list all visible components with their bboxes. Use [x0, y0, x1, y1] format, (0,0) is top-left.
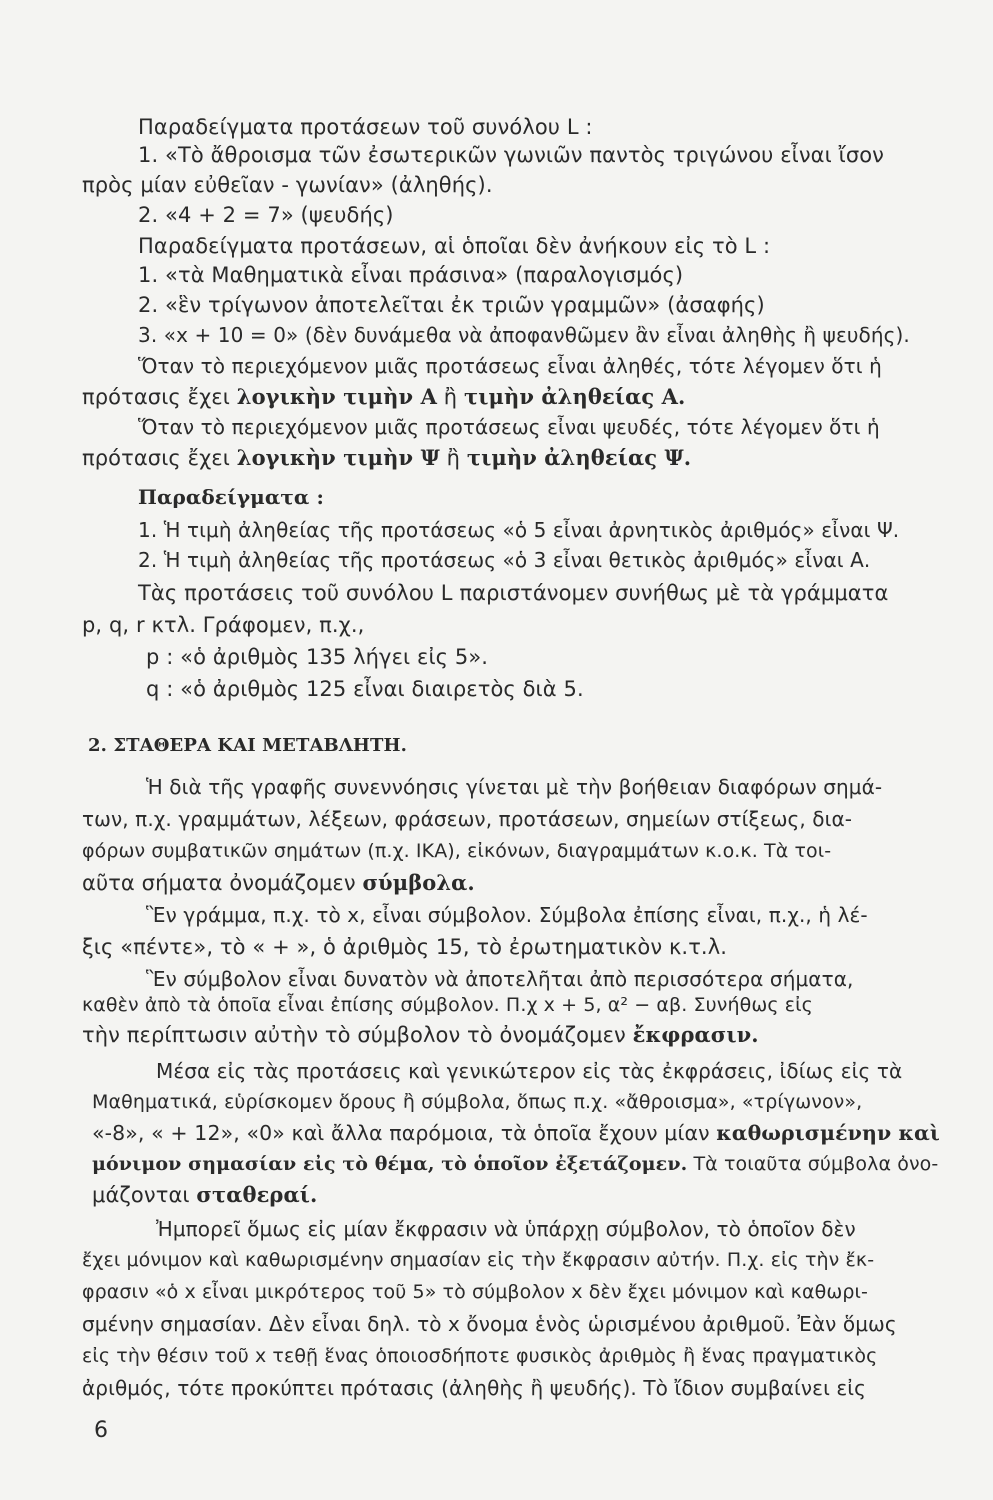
bold-term: τιμὴν ἀληθείας Ψ. [466, 445, 692, 470]
text-line: 2. «ἓν τρίγωνον ἀποτελεῖται ἐκ τριῶν γραμμῶν» (ἀσαφής) [138, 293, 765, 317]
text-line: Παραδείγματα προτάσεων, αἱ ὁποῖαι δὲν ἀνήκουν εἰς τὸ L : [138, 234, 771, 258]
bold-term: σταθεραί. [196, 1182, 318, 1207]
text-line: 1. Ἡ τιμὴ ἀληθείας τῆς προτάσεως «ὁ 5 εἶναι ἀρνητικὸς ἀριθμός» εἶναι Ψ. [138, 518, 900, 542]
text-line: σμένην σημασίαν. Δὲν εἶναι δηλ. τὸ x ὄνομα ἑνὸς ὡρισμένου ἀριθμοῦ. Ἐὰν ὅμως [82, 1312, 897, 1336]
text-line: Ὅταν τὸ περιεχόμενον μιᾶς προτάσεως εἶναι ψευδές, τότε λέγομεν ὅτι ἡ [138, 415, 880, 439]
text-line: Ὅταν τὸ περιεχόμενον μιᾶς προτάσεως εἶναι ἀληθές, τότε λέγομεν ὅτι ἡ [138, 354, 882, 378]
text-line: φόρων συμβατικῶν σημάτων (π.χ. ΙΚΑ), εἰκόνων, διαγραμμάτων κ.ο.κ. Τὰ τοι- [82, 840, 832, 862]
text-line: Μέσα εἰς τὰς προτάσεις καὶ γενικώτερον εἰς τὰς ἐκφράσεις, ἰδίως εἰς τὰ [156, 1059, 903, 1083]
text-line: 2. «4 + 2 = 7» (ψευδής) [138, 203, 394, 227]
bold-term: καθωρισμένην καὶ [716, 1121, 940, 1145]
text-line: Τὰς προτάσεις τοῦ συνόλου L παριστάνομεν συνήθως μὲ τὰ γράμματα [138, 581, 889, 605]
text-line: 1. «Τὸ ἄθροισμα τῶν ἐσωτερικῶν γωνιῶν παντὸς τριγώνου εἶναι ἴσον [138, 143, 885, 167]
text-line [92, 1182, 317, 1208]
text-span: μάζονται [92, 1183, 190, 1207]
text-span: ἢ [446, 446, 461, 470]
bold-term: λογικὴν τιμὴν Ψ [236, 445, 440, 470]
text-line: Παραδείγματα προτάσεων τοῦ συνόλου L : [138, 115, 593, 139]
text-line [92, 1151, 938, 1177]
examples-heading: Παραδείγματα : [138, 485, 324, 509]
text-line: 2. Ἡ τιμὴ ἀληθείας τῆς προτάσεως «ὁ 3 εἶναι θετικὸς ἀριθμός» εἶναι Α. [138, 548, 871, 572]
text-span: αῦτα σήματα ὀνομάζομεν [82, 871, 356, 895]
bold-term: ἔκφρασιν. [632, 1022, 759, 1047]
text-line: Ἓν σύμβολον εἶναι δυνατὸν νὰ ἀποτελῆται ἀπὸ περισσότερα σήματα, [146, 967, 854, 991]
text-line: Ἠμπορεῖ ὅμως εἰς μίαν ἔκφρασιν νὰ ὑπάρχῃ σύμβολον, τὸ ὁποῖον δὲν [156, 1217, 856, 1241]
text-line [82, 1022, 759, 1048]
text-span: «-8», « + 12», «0» καὶ ἄλλα παρόμοια, τὰ ὁποῖα ἔχουν μίαν [92, 1121, 710, 1145]
text-span: ἢ [443, 385, 458, 409]
text-line: ξις «πέντε», τὸ « + », ὁ ἀριθμὸς 15, τὸ ἐρωτηματικὸν κ.τ.λ. [82, 935, 728, 959]
text-line: καθὲν ἀπὸ τὰ ὁποῖα εἶναι ἐπίσης σύμβολον. Π.χ x + 5, α² − αβ. Συνήθως εἰς [82, 994, 813, 1016]
bold-term: μόνιμον σημασίαν εἰς τὸ θέμα, τὸ ὁποῖον ἐξετάζομεν. [92, 1153, 688, 1175]
text-line: q : «ὁ ἀριθμὸς 125 εἶναι διαιρετὸς διὰ 5. [146, 677, 584, 701]
page-number: 6 [94, 1418, 108, 1443]
bold-term: τιμὴν ἀληθείας Α. [464, 384, 686, 409]
section-heading: 2. ΣΤΑΘΕΡΑ ΚΑΙ ΜΕΤΑΒΛΗΤΗ. [88, 735, 407, 756]
text-span: πρότασις ἔχει [82, 446, 230, 470]
text-line: φρασιν «ὁ x εἶναι μικρότερος τοῦ 5» τὸ σύμβολον x δὲν ἔχει μόνιμον καὶ καθωρι- [82, 1281, 868, 1303]
bold-term: σύμβολα. [362, 870, 475, 895]
text-line: ἔχει μόνιμον καὶ καθωρισμένην σημασίαν εἰς τὴν ἔκφρασιν αὐτήν. Π.χ. εἰς τὴν ἔκ- [82, 1249, 875, 1271]
text-line: Ἓν γράμμα, π.χ. τὸ x, εἶναι σύμβολον. Σύμβολα ἐπίσης εἶναι, π.χ., ἡ λέ- [146, 903, 868, 927]
text-line: 3. «x + 10 = 0» (δὲν δυνάμεθα νὰ ἀποφανθῶμεν ἂν εἶναι ἀληθὴς ἢ ψευδής). [138, 323, 910, 347]
text-line: των, π.χ. γραμμάτων, λέξεων, φράσεων, προτάσεων, σημείων στίξεως, δια- [82, 807, 853, 831]
text-line [92, 1120, 940, 1146]
text-line [82, 384, 685, 410]
text-line: Μαθηματικά, εὑρίσκομεν ὅρους ἢ σύμβολα, ὅπως π.χ. «ἄθροισμα», «τρίγωνον», [92, 1091, 863, 1113]
text-line [82, 870, 475, 896]
bold-term: λογικὴν τιμὴν Α [236, 384, 438, 409]
text-line: πρὸς μίαν εὐθεῖαν - γωνίαν» (ἀληθής). [82, 173, 493, 197]
text-line: 1. «τὰ Μαθηματικὰ εἶναι πράσινα» (παραλογισμός) [138, 263, 684, 287]
text-line: Ἡ διὰ τῆς γραφῆς συνεννόησις γίνεται μὲ τὴν βοήθειαν διαφόρων σημά- [146, 775, 883, 799]
text-span: τὴν περίπτωσιν αὐτὴν τὸ σύμβολον τὸ ὀνομάζομεν [82, 1023, 626, 1047]
text-line: p, q, r κτλ. Γράφομεν, π.χ., [82, 613, 365, 637]
text-line: ἀριθμός, τότε προκύπτει πρότασις (ἀληθὴς ἢ ψευδής). Τὸ ἴδιον συμβαίνει εἰς [82, 1376, 867, 1400]
text-line [82, 445, 691, 471]
text-line: p : «ὁ ἀριθμὸς 135 λήγει εἰς 5». [146, 645, 489, 669]
text-span: πρότασις ἔχει [82, 385, 230, 409]
text-span: Τὰ τοιαῦτα σύμβολα ὀνο- [693, 1153, 939, 1175]
text-line: εἰς τὴν θέσιν τοῦ x τεθῇ ἕνας ὁποιοσδήποτε φυσικὸς ἀριθμὸς ἢ ἕνας πραγματικὸς [82, 1345, 878, 1367]
